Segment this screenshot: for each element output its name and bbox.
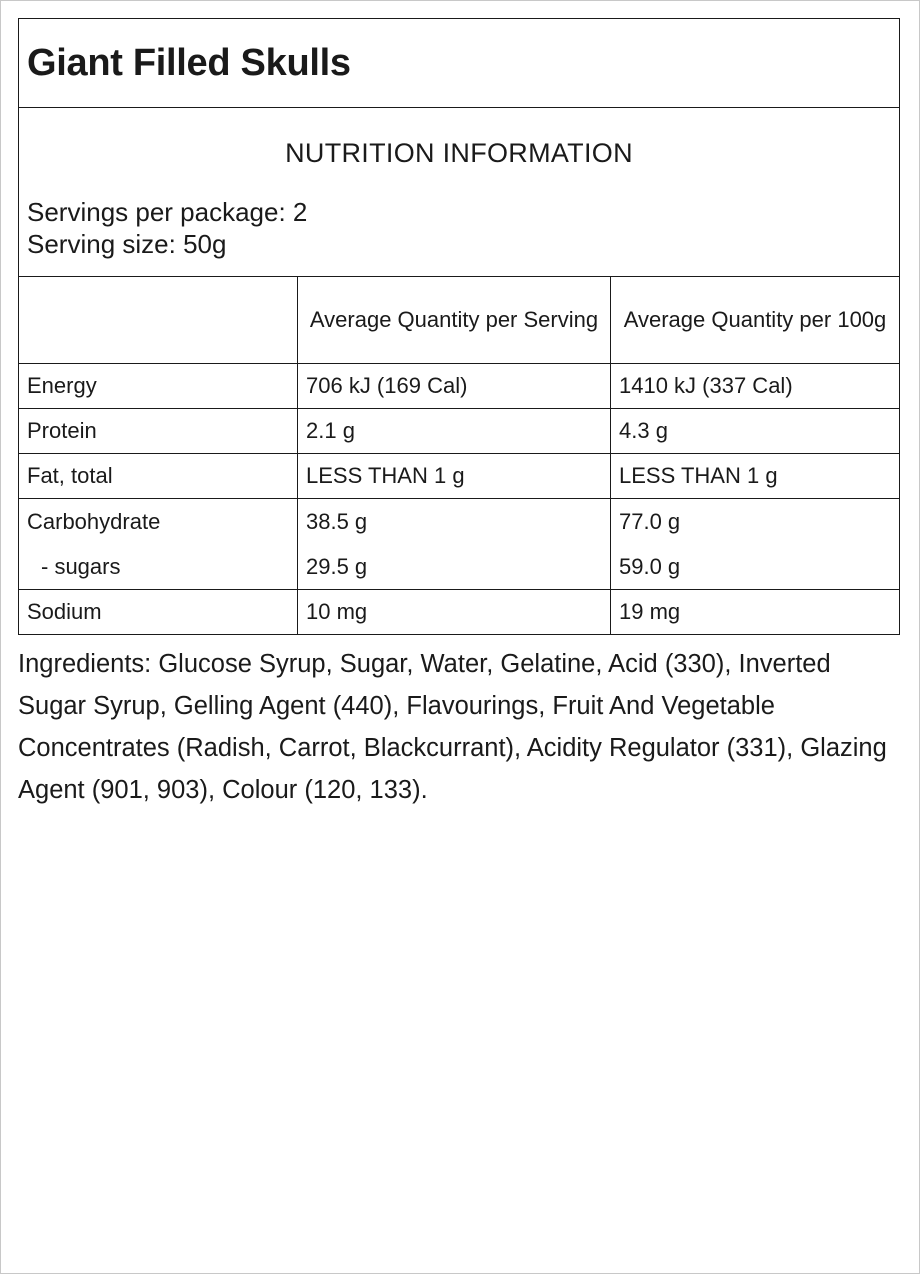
sugars-per-100g: 59.0 g xyxy=(619,554,681,579)
header-per-100g: Average Quantity per 100g xyxy=(611,277,900,364)
row-label-energy: Energy xyxy=(19,364,298,409)
row-label-fat: Fat, total xyxy=(19,454,298,499)
header-empty-cell xyxy=(19,277,298,364)
sodium-per-100g: 19 mg xyxy=(611,590,900,635)
ingredients-text: Ingredients: Glucose Syrup, Sugar, Water, Gelatine, Acid (330), Inverted Sugar Syrup, Gelling Agent (440), Flavourings, Fruit And Vegetable Concentrates (Radish, Carrot, Blackcurrant), Acidity Regulator (331), Glazing Agent (901, 903), Colour (120, 133). xyxy=(18,650,887,804)
row-label-carbohydrate: Carbohydrate xyxy=(27,509,161,534)
carbohydrate-per-100g: 77.0 g xyxy=(619,509,681,534)
carbohydrate-per-100g-group xyxy=(611,499,900,590)
servings-block xyxy=(27,196,307,260)
table-row xyxy=(19,454,900,499)
table-row xyxy=(19,499,900,590)
title-box xyxy=(18,18,900,108)
carbohydrate-per-serving-group xyxy=(298,499,611,590)
row-label-sugars: - sugars xyxy=(41,554,121,579)
row-label-carbohydrate-group xyxy=(19,499,298,590)
table-row xyxy=(19,364,900,409)
sugars-per-serving: 29.5 g xyxy=(306,554,368,579)
row-label-protein: Protein xyxy=(19,409,298,454)
nutrition-panel xyxy=(18,18,900,811)
fat-per-serving: LESS THAN 1 g xyxy=(298,454,611,499)
serving-size: Serving size: 50g xyxy=(27,229,227,259)
nutrition-table xyxy=(18,276,900,635)
header-per-serving: Average Quantity per Serving xyxy=(298,277,611,364)
table-row xyxy=(19,590,900,635)
carbohydrate-per-serving: 38.5 g xyxy=(306,509,368,534)
row-label-sodium: Sodium xyxy=(19,590,298,635)
sodium-per-serving: 10 mg xyxy=(298,590,611,635)
protein-per-serving: 2.1 g xyxy=(298,409,611,454)
energy-per-100g: 1410 kJ (337 Cal) xyxy=(611,364,900,409)
table-row xyxy=(19,409,900,454)
fat-per-100g: LESS THAN 1 g xyxy=(611,454,900,499)
nutrition-info-box xyxy=(18,108,900,276)
nutrition-heading: NUTRITION INFORMATION xyxy=(285,138,633,168)
product-title: Giant Filled Skulls xyxy=(27,41,351,84)
table-header-row xyxy=(19,277,900,364)
energy-per-serving: 706 kJ (169 Cal) xyxy=(298,364,611,409)
protein-per-100g: 4.3 g xyxy=(611,409,900,454)
servings-per-package: Servings per package: 2 xyxy=(27,197,308,227)
